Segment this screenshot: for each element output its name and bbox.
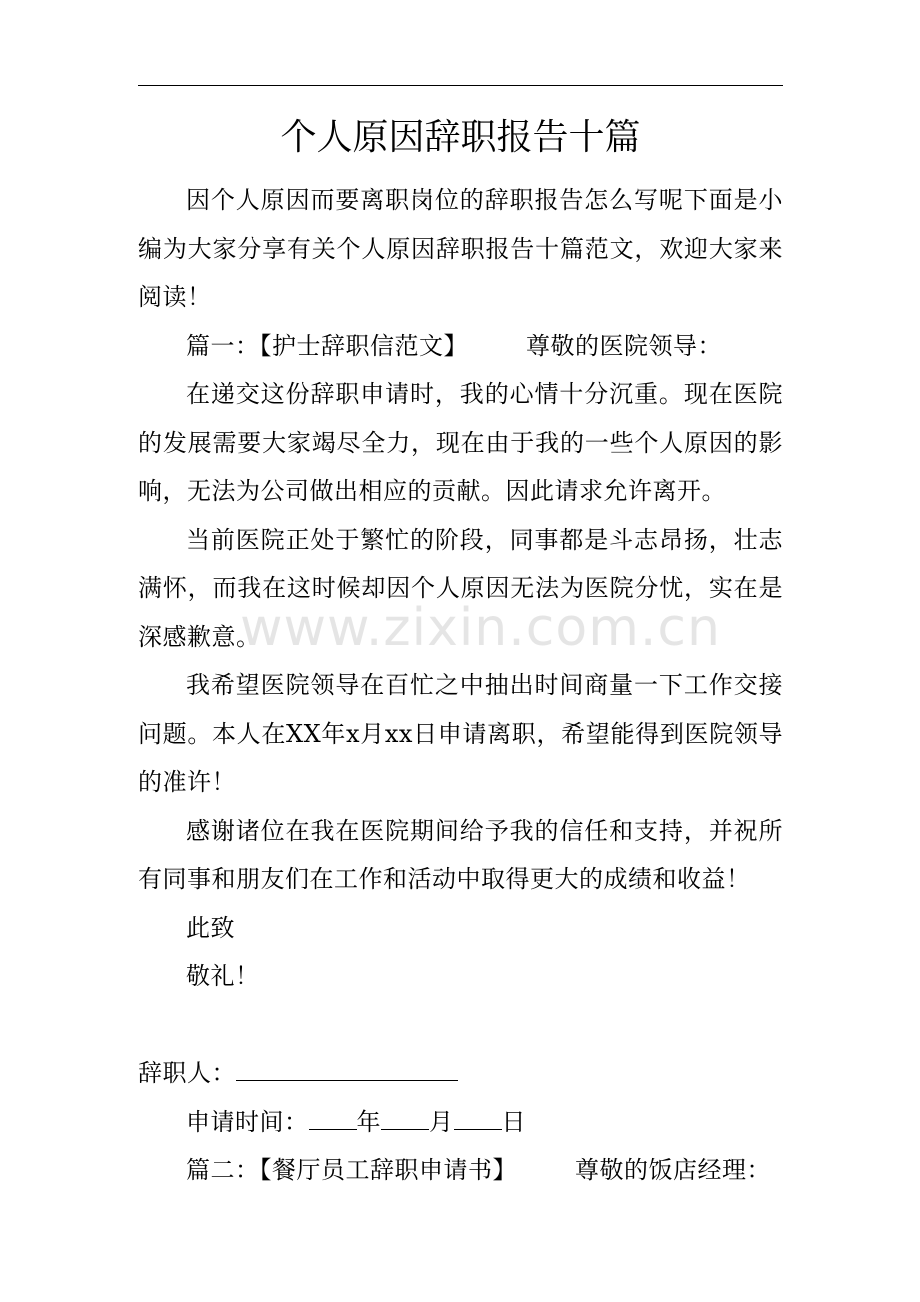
day-blank [454,1099,502,1130]
section1-salutation: 尊敬的医院领导： [526,331,722,360]
date-label: 申请时间： [186,1107,309,1136]
day-label: 日 [501,1107,526,1136]
signer-line [138,1049,783,1098]
section1-paragraph: 感谢诸位在我在医院期间给予我的信任和支持，并祝所有同事和朋友们在工作和活动中取得更大的成绩和收益！ [138,816,783,893]
year-blank [309,1099,357,1130]
date-line [138,1098,783,1147]
section1-heading-line [138,322,783,371]
closing-line-1: 此致 [186,913,235,942]
section1-paragraph: 在递交这份辞职申请时，我的心情十分沉重。现在医院的发展需要大家竭尽全力，现在由于我的一些个人原因的影响，无法为公司做出相应的贡献。因此请求允许离开。 [138,380,783,505]
section1-paragraph: 当前医院正处于繁忙的阶段，同事都是斗志昂扬，壮志满怀，而我在这时候却因个人原因无法为医院分忧，实在是深感歉意。 [138,525,783,651]
header-rule [138,85,783,86]
section2-heading: 篇二：【餐厅员工辞职申请书】 [186,1156,517,1184]
month-label: 月 [429,1107,454,1136]
closing-line-2: 敬礼！ [186,962,260,990]
signer-label: 辞职人： [138,1059,236,1087]
section1-paragraph: 我希望医院领导在百忙之中抽出时间商量一下工作交接问题。本人在XX年x月xx日申请离职，希望能得到医院领导的准许！ [138,671,783,796]
section1-heading: 篇一：【护士辞职信范文】 [186,331,468,360]
year-label: 年 [356,1107,381,1136]
document-body [138,176,783,1195]
signer-blank [236,1050,458,1081]
watermark: www.zixin.com.cn [240,598,721,658]
intro-paragraph: 因个人原因而要离职岗位的辞职报告怎么写呢下面是小编为大家分享有关个人原因辞职报告十篇范文，欢迎大家来阅读！ [138,186,783,311]
document-title: 个人原因辞职报告十篇 [280,117,641,158]
section2-heading-line [138,1146,783,1195]
section2-salutation: 尊敬的饭店经理： [575,1156,771,1184]
month-blank [381,1099,429,1130]
